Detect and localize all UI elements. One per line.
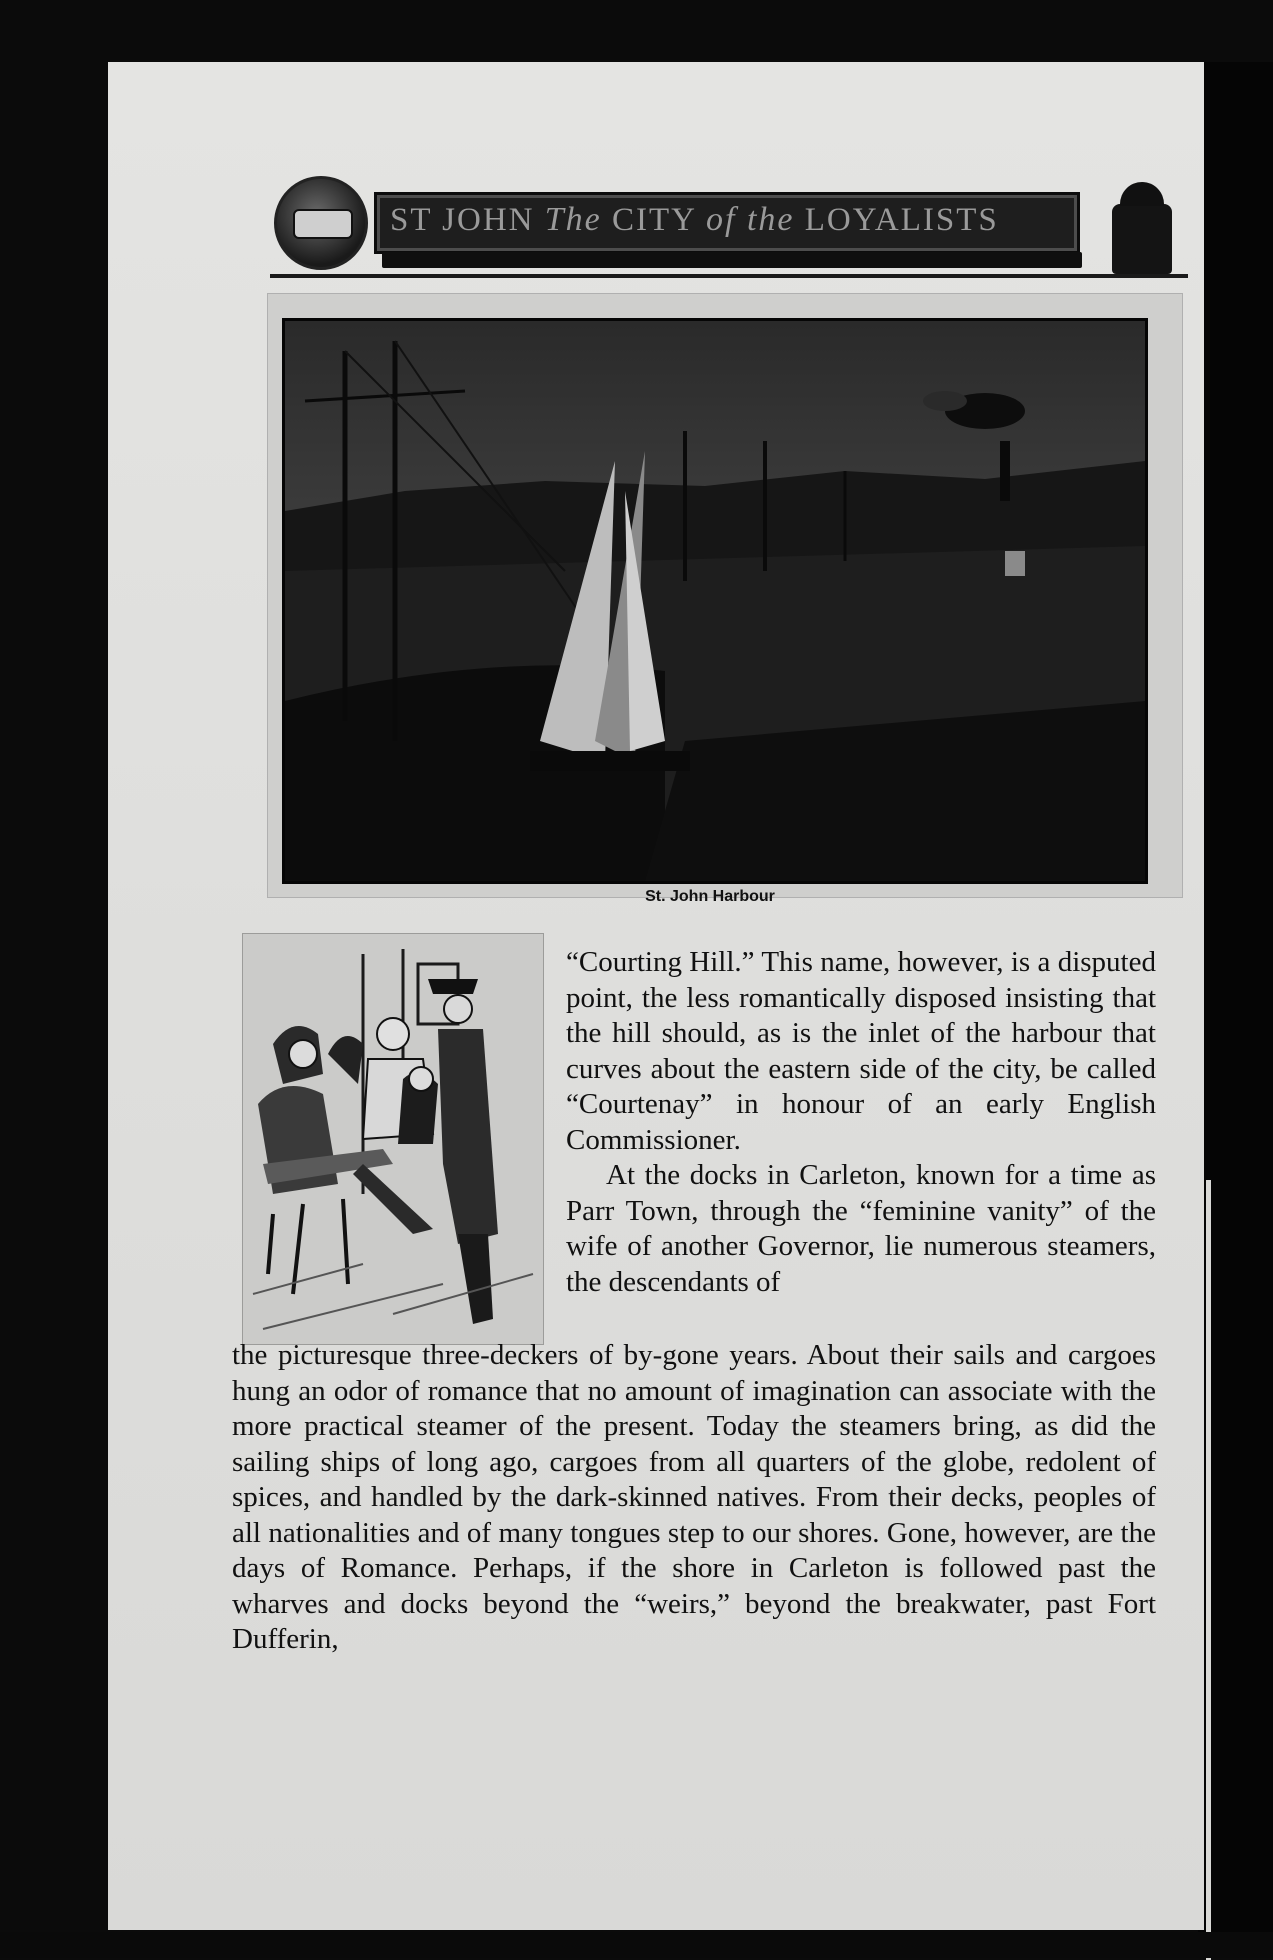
banner-rule	[270, 274, 1188, 278]
crest-emblem	[274, 176, 368, 270]
harbour-photo	[282, 318, 1148, 884]
lamp-ornament	[1112, 204, 1172, 274]
margin-rule	[1206, 1180, 1211, 1960]
paragraph-2-start: At the docks in Carleton, known for a time as Parr Town, through the “feminine vanity” of the wife of another Governor, lie numerous steamers, the descendants of	[566, 1159, 1156, 1298]
banner-underline	[382, 252, 1082, 268]
article-column-wide	[232, 1338, 1156, 1658]
tavern-illustration	[242, 933, 544, 1345]
paragraph-1: “Courting Hill.” This name, however, is a disputed point, the less romantically disposed insisting that the hill should, as is the inlet of the harbour that curves about the eastern side of the city, be called “Courtenay” in honour of an early English Commissioner.	[566, 946, 1156, 1156]
article-column-narrow	[566, 945, 1156, 1300]
photo-caption: St. John Harbour	[645, 888, 775, 905]
bottom-edge	[0, 1932, 1273, 1958]
paragraph-2-continued: the picturesque three-deckers of by-gone years. About their sails and cargoes hung an odor of romance that no amount of imagination can associate with the more practical steamer of the present. Today the steamers bring, as did the sailing ships of long ago, cargoes from all quarters of the globe, redolent of spices, and handled by the dark-skinned natives. From their decks, peoples of all nationalities and of many tongues step to our shores. Gone, however, are the days of Romance. Perhaps, if the shore in Carleton is followed past the wharves and docks beyond the “weirs,” beyond the breakwater, past Fort Dufferin,	[232, 1339, 1156, 1655]
banner-title: ST JOHN The CITY of the LOYALISTS	[390, 201, 999, 238]
header-banner	[270, 172, 1188, 282]
